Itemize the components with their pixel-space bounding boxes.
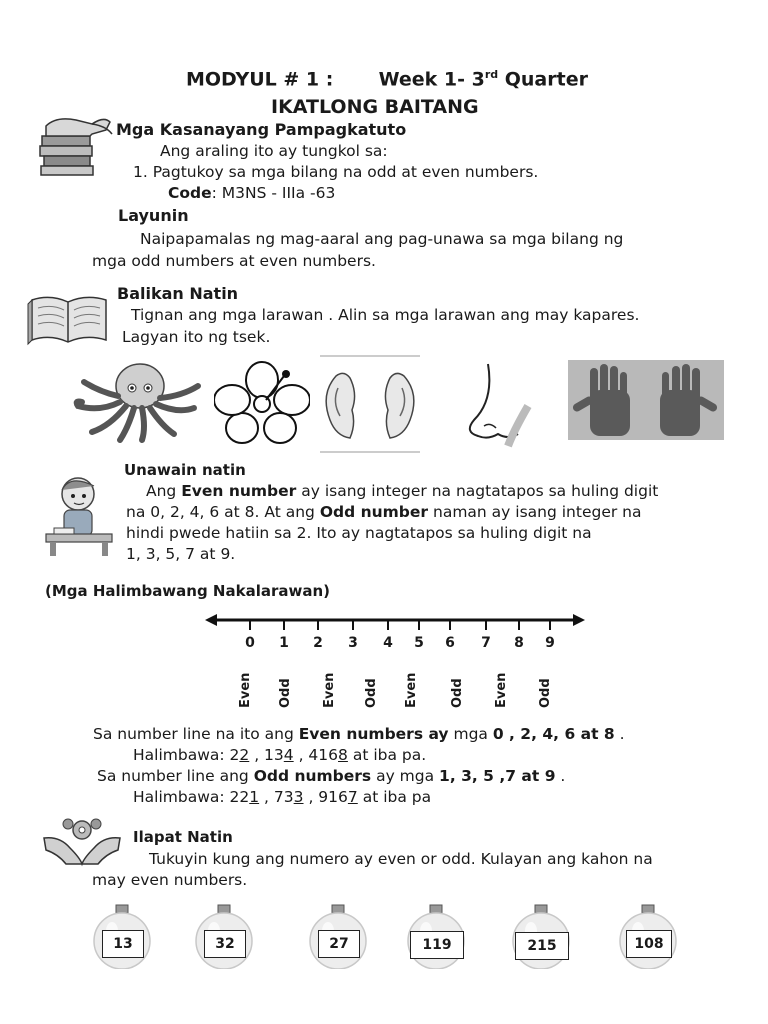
hands-image: [568, 360, 724, 440]
ilapat-line-1: Tukuyin kung ang numero ay even or odd. Kulayan ang kahon na: [149, 850, 653, 868]
layunin-heading: Layunin: [118, 206, 189, 225]
number-box[interactable]: 108: [626, 930, 672, 958]
unawain-line-3: hindi pwede hatiin sa 2. Ito ay nagtatapos sa huling digit na: [126, 524, 592, 542]
layunin-line-2: mga odd numbers at even numbers.: [92, 252, 376, 270]
hands-gears-icon: [40, 814, 124, 872]
tick-label: 4: [383, 635, 393, 651]
tick-label: 7: [481, 635, 491, 651]
balikan-heading: Balikan Natin: [117, 284, 239, 303]
parity-label: Odd: [538, 678, 553, 708]
module-title: [186, 68, 588, 90]
even-examples: Halimbawa: 22 , 134 , 4168 at iba pa.: [133, 746, 427, 764]
unawain-line-1: Ang Even number ay isang integer na nagtatapos sa huling digit: [146, 482, 659, 500]
open-book-icon: [26, 292, 112, 348]
grade-level-title: IKATLONG BAITANG: [271, 96, 479, 118]
number-box[interactable]: 13: [102, 930, 144, 958]
unawain-line-4: 1, 3, 5, 7 at 9.: [126, 545, 236, 563]
even-number-term: Even number: [181, 482, 297, 500]
tick-label: 0: [245, 635, 255, 651]
kasanayan-heading: Mga Kasanayang Pampagkatuto: [116, 120, 407, 139]
unawain-heading: Unawain natin: [124, 461, 246, 479]
even-digits: 0 , 2, 4, 6 at 8: [492, 725, 615, 743]
code-value: : M3NS - IIIa -63: [211, 184, 336, 202]
module-number: MODYUL # 1 :: [186, 68, 334, 91]
books-hand-icon: [36, 106, 116, 178]
ordinal-suffix: rd: [484, 68, 499, 81]
balikan-line-2: Lagyan ito ng tsek.: [122, 328, 271, 346]
parity-label: Even: [404, 672, 419, 708]
tick-label: 5: [414, 635, 424, 651]
right-arrow-icon: [573, 614, 585, 626]
nose-image: [458, 360, 544, 452]
parity-label: Even: [238, 672, 253, 708]
tick-label: 9: [545, 635, 555, 651]
code-line: [168, 184, 335, 202]
quarter-label: Quarter: [498, 68, 588, 91]
parity-label: Odd: [364, 678, 379, 708]
week-label: Week 1- 3: [378, 68, 485, 91]
unawain-line-2: na 0, 2, 4, 6 at 8. At ang Odd number naman ay isang integer na: [126, 503, 642, 521]
even-explanation: Sa number line na ito ang Even numbers ay mga 0 , 2, 4, 6 at 8 .: [93, 725, 625, 743]
tick-label: 3: [348, 635, 358, 651]
balikan-line-1: Tignan ang mga larawan . Alin sa mga larawan ang may kapares.: [131, 306, 640, 324]
code-label: Code: [168, 184, 212, 202]
halimbawa-heading: (Mga Halimbawang Nakalarawan): [45, 582, 330, 600]
number-box[interactable]: 119: [410, 931, 464, 959]
parity-label: Even: [322, 672, 337, 708]
kasanayan-item: 1. Pagtukoy sa mga bilang na odd at even numbers.: [133, 163, 539, 181]
odd-digits: 1, 3, 5 ,7 at 9: [439, 767, 556, 785]
odd-examples: Halimbawa: 221 , 733 , 9167 at iba pa: [133, 788, 432, 806]
student-reading-icon: [40, 470, 118, 562]
number-box[interactable]: 32: [204, 930, 246, 958]
ears-image: [318, 354, 422, 456]
tick-label: 6: [445, 635, 455, 651]
parity-label: Odd: [278, 678, 293, 708]
kasanayan-intro: Ang araling ito ay tungkol sa:: [160, 142, 388, 160]
parity-label: Odd: [450, 678, 465, 708]
left-arrow-icon: [205, 614, 217, 626]
tick-label: 1: [279, 635, 289, 651]
tick-label: 8: [514, 635, 524, 651]
tick-label: 2: [313, 635, 323, 651]
ilapat-line-2: may even numbers.: [92, 871, 248, 889]
odd-explanation: Sa number line ang Odd numbers ay mga 1, 3, 5 ,7 at 9 .: [97, 767, 566, 785]
ilapat-heading: Ilapat Natin: [133, 828, 233, 846]
number-box[interactable]: 215: [515, 932, 569, 960]
odd-number-term: Odd number: [319, 503, 429, 521]
octopus-image: [70, 356, 206, 446]
layunin-line-1: Naipapamalas ng mag-aaral ang pag-unawa sa mga bilang ng: [140, 230, 624, 248]
number-box[interactable]: 27: [318, 930, 360, 958]
hibiscus-flower-image: [214, 360, 310, 444]
parity-label: Even: [494, 672, 509, 708]
